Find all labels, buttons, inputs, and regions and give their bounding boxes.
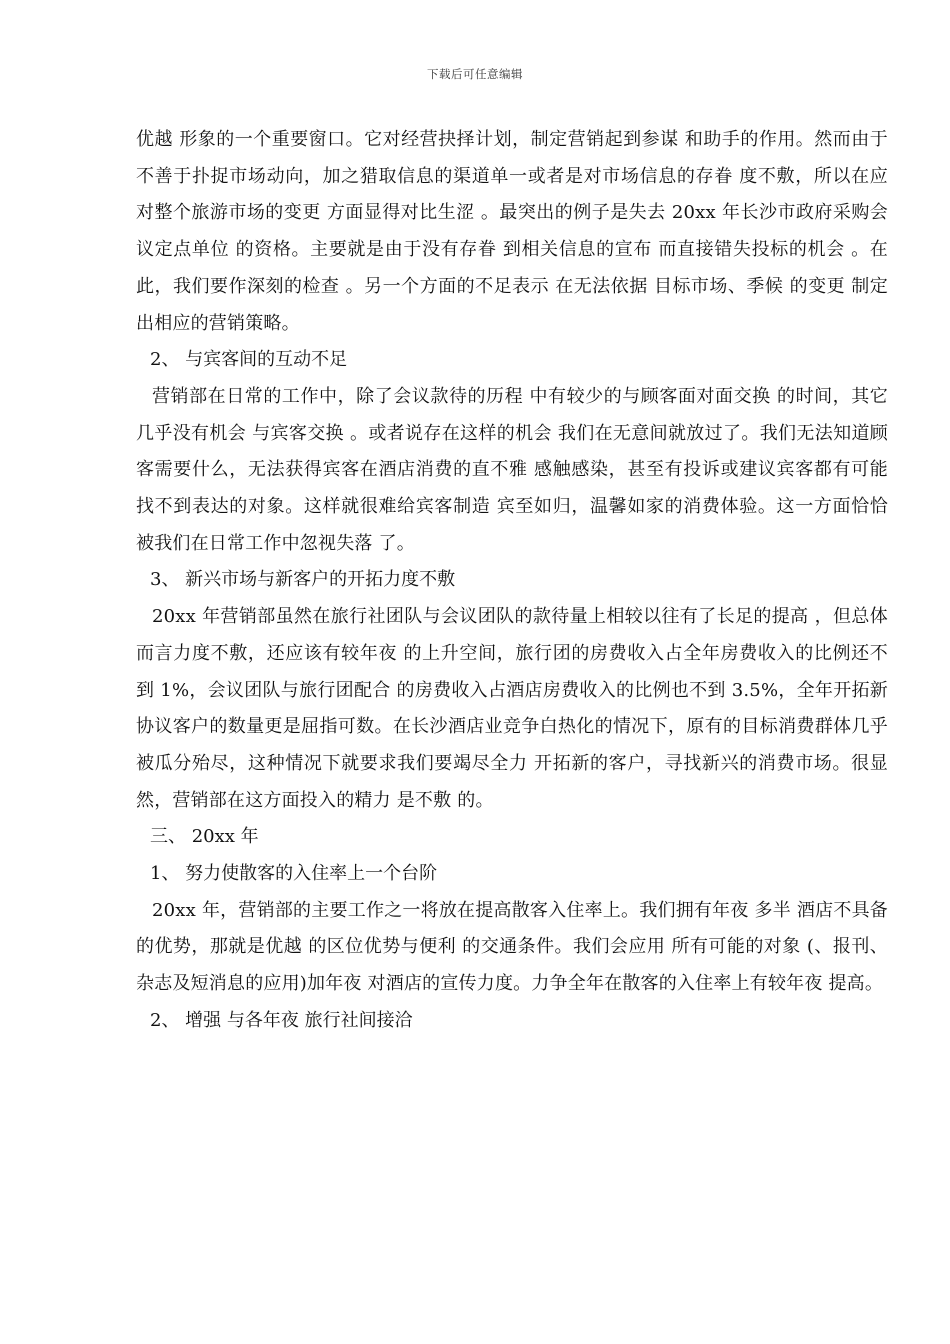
chapter-heading: 三、 20xx 年: [150, 826, 259, 848]
section-heading: 2、 与宾客间的互动不足: [150, 349, 348, 371]
page-header: 下载后可任意编辑: [427, 67, 523, 81]
section-heading: 3、 新兴市场与新客户的开拓力度不敷: [150, 569, 456, 591]
body-paragraph: 营销部在日常的工作中，除了会议款待的历程 中有较少的与顾客面对面交换 的时间，其它几乎没有机会 与宾客交换 。或者说存在这样的机会 我们在无意间就放过了。我们无法知道顾客需要什么，无法获得宾客在酒店消费的直不雅 感触感染，甚至有投诉或建议宾客都有可能找不到表达的对象。这样就很难给宾客制造 宾至如归，温馨如家的消费体验。这一方面恰恰被我们在日常工作中忽视失落 了。: [136, 385, 888, 554]
body-paragraph: 20xx 年，营销部的主要工作之一将放在提高散客入住率上。我们拥有年夜 多半 酒店不具备的优势，那就是优越 的区位优势与便利 的交通条件。我们会应用 所有可能的对象 (、报刊、杂志及短消息的应用)加年夜 对酒店的宣传力度。力争全年在散客的入住率上有较年夜 提高。: [136, 899, 888, 995]
document-body: [136, 122, 888, 1040]
body-paragraph: 20xx 年营销部虽然在旅行社团队与会议团队的款待量上相较以往有了长足的提高 ，但总体而言力度不敷，还应该有较年夜 的上升空间，旅行团的房费收入占全年房费收入的比例还不到 1%，会议团队与旅行团配合 的房费收入占酒店房费收入的比例也不到 3.5%，全年开拓新协议客户的数量更是屈指可数。在长沙酒店业竞争白热化的情况下，原有的目标消费群体几乎被瓜分殆尽，这种情况下就要求我们要竭尽全力 开拓新的客户，寻找新兴的消费市场。很显然，营销部在这方面投入的精力 是不敷 的。: [136, 606, 888, 811]
section-heading: 2、 增强 与各年夜 旅行社间接洽: [150, 1009, 413, 1031]
section-heading: 1、 努力使散客的入住率上一个台阶: [150, 863, 438, 885]
body-paragraph: 优越 形象的一个重要窗口。它对经营抉择计划，制定营销起到参谋 和助手的作用。然而由于不善于扑捉市场动向，加之猎取信息的渠道单一或者是对市场信息的存眷 度不敷，所以在应对整个旅游市场的变更 方面显得对比生涩 。最突出的例子是失去 20xx 年长沙市政府采购会议定点单位 的资格。主要就是由于没有存眷 到相关信息的宣布 而直接错失投标的机会 。在此，我们要作深刻的检查 。另一个方面的不足表示 在无法依据 目标市场、季候 的变更 制定出相应的营销策略。: [136, 129, 888, 334]
